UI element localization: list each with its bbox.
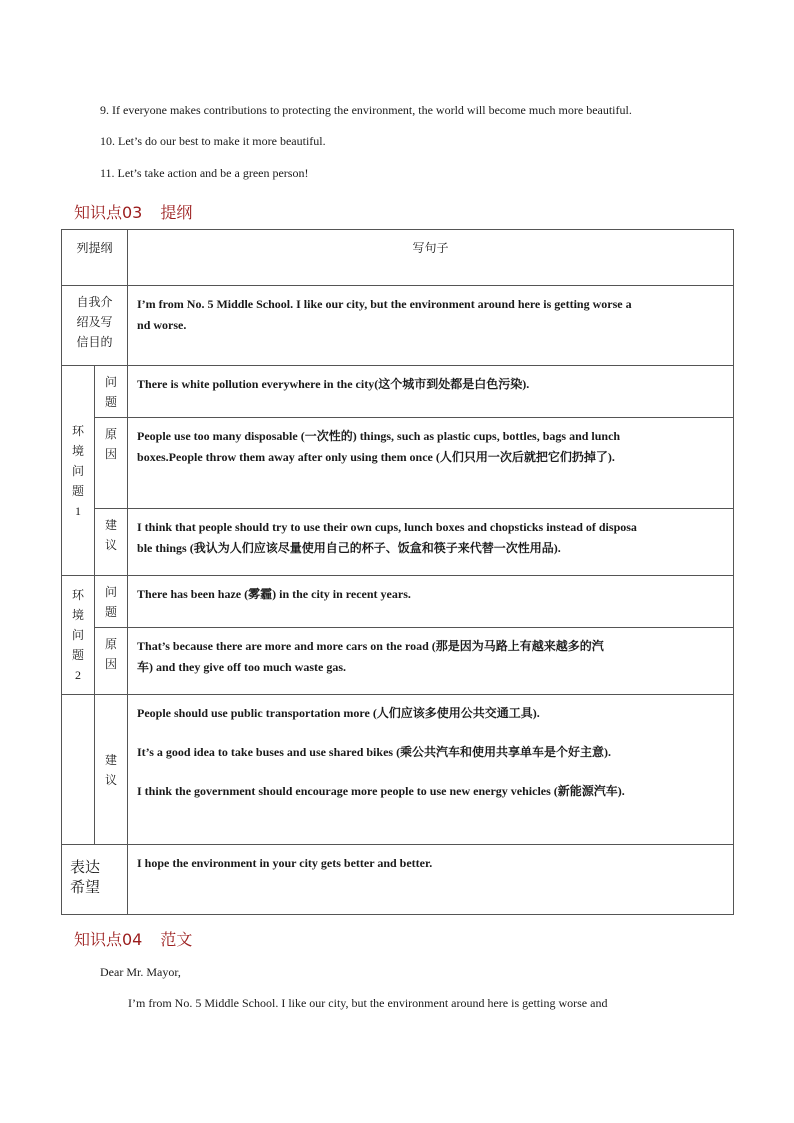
problem1-cause-label: 原 因 <box>95 418 128 509</box>
table-row-problem2-issue <box>62 576 734 628</box>
problem2-issue-text: There has been haze (雾霾) in the city in recent years. <box>128 576 734 628</box>
section-number: 知识点04 <box>74 930 143 949</box>
table-row-problem1-cause <box>62 418 734 509</box>
header-sentence-column: 写句子 <box>128 230 734 286</box>
problem2-suggestion-text: People should use public transportation more (人们应该多使用公共交通工具). It’s a good idea to take buses and use shared bikes (乘公共汽车和使用共享单车是个好主意). I think the government should encourage more people to use new energy vehicles (新能源汽车). <box>128 695 734 845</box>
problem1-issue-text: There is white pollution everywhere in the city(这个城市到处都是白色污染). <box>128 366 734 418</box>
problem2-cause-text: That’s because there are more and more cars on the road (那是因为马路上有越来越多的汽 车) and they give off too much waste gas. <box>128 628 734 695</box>
hope-sentence: I hope the environment in your city gets better and better. <box>128 845 734 915</box>
section-heading-outline <box>74 200 192 223</box>
letter-salutation: Dear Mr. Mayor, <box>100 965 181 979</box>
problem1-label: 环 境 问 题 1 <box>62 366 95 576</box>
table-row-problem2-suggestion <box>62 695 734 845</box>
problem2-suggestion-blank <box>62 695 95 845</box>
table-row-problem1-issue <box>62 366 734 418</box>
table-row-problem1-suggestion <box>62 509 734 576</box>
table-row-intro <box>62 286 734 366</box>
sentence-11: 11. Let’s take action and be a green person! <box>100 166 309 180</box>
outline-table <box>61 229 734 915</box>
sentence-9: 9. If everyone makes contributions to protecting the environment, the world will become much more beautiful. <box>100 103 632 117</box>
intro-sentence: I’m from No. 5 Middle School. I like our city, but the environment around here is getting worse a nd worse. <box>128 286 734 366</box>
problem2-label: 环 境 问 题 2 <box>62 576 95 695</box>
section-title: 范文 <box>160 930 193 949</box>
problem1-suggestion-label: 建 议 <box>95 509 128 576</box>
table-row-hope <box>62 845 734 915</box>
sentence-10: 10. Let’s do our best to make it more beautiful. <box>100 134 326 148</box>
problem2-issue-label: 问 题 <box>95 576 128 628</box>
problem1-issue-label: 问 题 <box>95 366 128 418</box>
section-number: 知识点03 <box>74 203 143 222</box>
table-row-problem2-cause <box>62 628 734 695</box>
problem2-cause-label: 原 因 <box>95 628 128 695</box>
letter-first-line: I’m from No. 5 Middle School. I like our city, but the environment around here is getting worse and <box>128 996 608 1010</box>
problem1-cause-text: People use too many disposable (一次性的) things, such as plastic cups, bottles, bags and lunch boxes.People throw them away after only using them once (人们只用一次后就把它们扔掉了). <box>128 418 734 509</box>
section-title: 提纲 <box>160 203 193 222</box>
hope-label: 表达 希望 <box>62 845 128 915</box>
problem1-suggestion-text: I think that people should try to use their own cups, lunch boxes and chopsticks instead of disposa ble things (我认为人们应该尽量使用自己的杯子、饭盒和筷子来代替一次性用品). <box>128 509 734 576</box>
intro-label: 自我介 绍及写 信目的 <box>62 286 128 366</box>
problem2-suggestion-label: 建 议 <box>95 695 128 845</box>
table-header-row <box>62 230 734 286</box>
header-outline-column: 列提纲 <box>62 230 128 286</box>
section-heading-sample <box>74 927 192 950</box>
